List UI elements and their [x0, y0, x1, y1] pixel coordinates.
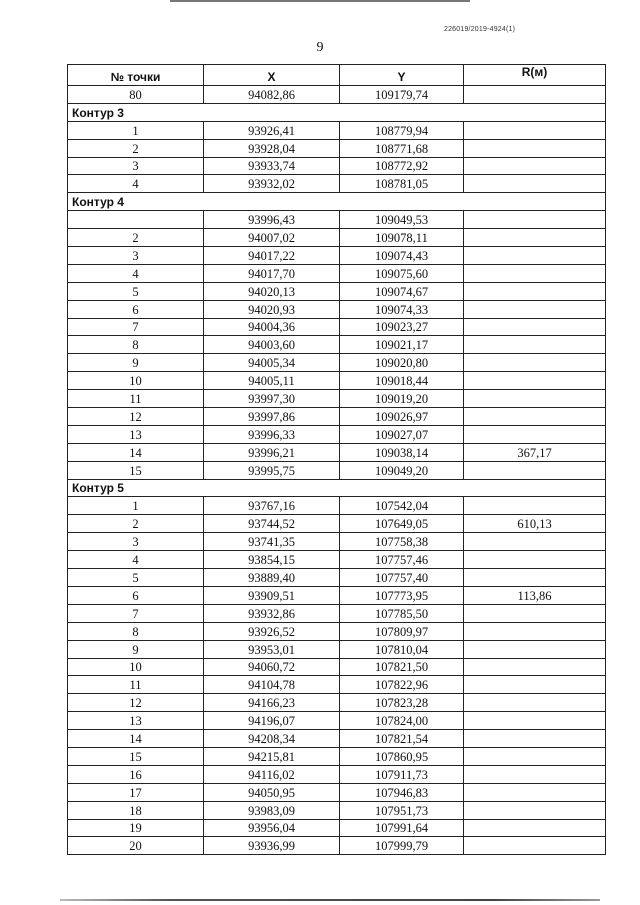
point-number-cell: 18: [68, 801, 204, 819]
radius-cell: [464, 640, 606, 658]
x-coordinate-cell: 94020,13: [204, 282, 340, 300]
y-coordinate-cell: 109179,74: [340, 86, 464, 104]
table-row: [68, 229, 606, 247]
radius-cell: [464, 533, 606, 551]
table-row: [68, 640, 606, 658]
y-coordinate-cell: 107946,83: [340, 783, 464, 801]
x-coordinate-cell: 93926,52: [204, 622, 340, 640]
point-number-cell: 4: [68, 264, 204, 282]
x-coordinate-cell: 93995,75: [204, 461, 340, 479]
radius-cell: [464, 747, 606, 765]
radius-cell: [464, 765, 606, 783]
point-number-cell: 10: [68, 372, 204, 390]
point-number-cell: 2: [68, 139, 204, 157]
table-row: [68, 533, 606, 551]
radius-cell: 367,17: [464, 443, 606, 461]
radius-cell: [464, 622, 606, 640]
bottom-scan-rule: [60, 899, 600, 901]
radius-cell: [464, 300, 606, 318]
y-coordinate-cell: 109020,80: [340, 354, 464, 372]
point-number-cell: 20: [68, 837, 204, 855]
y-coordinate-cell: 107999,79: [340, 837, 464, 855]
y-coordinate-cell: 107542,04: [340, 497, 464, 515]
y-coordinate-cell: 107773,95: [340, 586, 464, 604]
point-number-cell: 1: [68, 121, 204, 139]
table-row: [68, 569, 606, 587]
table-row: [68, 712, 606, 730]
point-number-cell: 2: [68, 229, 204, 247]
point-number-cell: 19: [68, 819, 204, 837]
point-number-cell: 13: [68, 712, 204, 730]
radius-cell: 610,13: [464, 515, 606, 533]
x-coordinate-cell: 93983,09: [204, 801, 340, 819]
point-number-cell: 11: [68, 390, 204, 408]
header-radius: R(м): [464, 65, 606, 86]
x-coordinate-cell: 94082,86: [204, 86, 340, 104]
table-row: [68, 658, 606, 676]
point-number-cell: 7: [68, 604, 204, 622]
x-coordinate-cell: 93936,99: [204, 837, 340, 855]
y-coordinate-cell: 109021,17: [340, 336, 464, 354]
x-coordinate-cell: 94005,34: [204, 354, 340, 372]
table-row: [68, 604, 606, 622]
x-coordinate-cell: 94005,11: [204, 372, 340, 390]
x-coordinate-cell: 93997,86: [204, 408, 340, 426]
y-coordinate-cell: 107810,04: [340, 640, 464, 658]
point-number-cell: 17: [68, 783, 204, 801]
radius-cell: [464, 425, 606, 443]
table-row: [68, 211, 606, 229]
point-number-cell: 1: [68, 497, 204, 515]
radius-cell: [464, 783, 606, 801]
contour-label: Контур 3: [68, 103, 606, 121]
radius-cell: [464, 247, 606, 265]
x-coordinate-cell: 94104,78: [204, 676, 340, 694]
table-row: [68, 247, 606, 265]
table-row: [68, 86, 606, 104]
x-coordinate-cell: 94017,22: [204, 247, 340, 265]
x-coordinate-cell: 94007,02: [204, 229, 340, 247]
x-coordinate-cell: 93767,16: [204, 497, 340, 515]
x-coordinate-cell: 93932,86: [204, 604, 340, 622]
point-number-cell: 13: [68, 425, 204, 443]
radius-cell: [464, 569, 606, 587]
table-row: [68, 586, 606, 604]
point-number-cell: 12: [68, 694, 204, 712]
radius-cell: [464, 819, 606, 837]
y-coordinate-cell: 108772,92: [340, 157, 464, 175]
radius-cell: [464, 730, 606, 748]
point-number-cell: 9: [68, 354, 204, 372]
y-coordinate-cell: 107822,96: [340, 676, 464, 694]
x-coordinate-cell: 93996,21: [204, 443, 340, 461]
top-scan-rule: [170, 0, 470, 2]
header-point-number: № точки: [68, 65, 204, 86]
y-coordinate-cell: 109074,67: [340, 282, 464, 300]
radius-cell: [464, 354, 606, 372]
x-coordinate-cell: 94060,72: [204, 658, 340, 676]
table-row: [68, 694, 606, 712]
point-number-cell: 6: [68, 586, 204, 604]
point-number-cell: 10: [68, 658, 204, 676]
y-coordinate-cell: 109027,07: [340, 425, 464, 443]
x-coordinate-cell: 93997,30: [204, 390, 340, 408]
radius-cell: [464, 551, 606, 569]
x-coordinate-cell: 93889,40: [204, 569, 340, 587]
radius-cell: [464, 211, 606, 229]
y-coordinate-cell: 107758,38: [340, 533, 464, 551]
y-coordinate-cell: 107821,54: [340, 730, 464, 748]
radius-cell: [464, 408, 606, 426]
radius-cell: [464, 372, 606, 390]
table-row: [68, 622, 606, 640]
table-row: [68, 390, 606, 408]
table-row: [68, 336, 606, 354]
y-coordinate-cell: 107911,73: [340, 765, 464, 783]
table-body: [68, 86, 606, 855]
table-row: [68, 372, 606, 390]
x-coordinate-cell: 93956,04: [204, 819, 340, 837]
y-coordinate-cell: 108779,94: [340, 121, 464, 139]
contour-label: Контур 4: [68, 193, 606, 211]
table-row: [68, 300, 606, 318]
radius-cell: [464, 139, 606, 157]
document-id: 226019/2019-4924(1): [444, 26, 516, 33]
table-row: [68, 801, 606, 819]
y-coordinate-cell: 107951,73: [340, 801, 464, 819]
x-coordinate-cell: 94003,60: [204, 336, 340, 354]
y-coordinate-cell: 107823,28: [340, 694, 464, 712]
table-row: [68, 264, 606, 282]
radius-cell: [464, 497, 606, 515]
x-coordinate-cell: 93996,43: [204, 211, 340, 229]
point-number-cell: 8: [68, 622, 204, 640]
x-coordinate-cell: 94166,23: [204, 694, 340, 712]
x-coordinate-cell: 93854,15: [204, 551, 340, 569]
x-coordinate-cell: 94116,02: [204, 765, 340, 783]
y-coordinate-cell: 109019,20: [340, 390, 464, 408]
table-row: [68, 408, 606, 426]
x-coordinate-cell: 94050,95: [204, 783, 340, 801]
y-coordinate-cell: 107821,50: [340, 658, 464, 676]
table-row: [68, 765, 606, 783]
x-coordinate-cell: 93744,52: [204, 515, 340, 533]
y-coordinate-cell: 109074,43: [340, 247, 464, 265]
y-coordinate-cell: 109049,20: [340, 461, 464, 479]
y-coordinate-cell: 109074,33: [340, 300, 464, 318]
y-coordinate-cell: 107860,95: [340, 747, 464, 765]
table-row: [68, 425, 606, 443]
radius-cell: [464, 282, 606, 300]
table-row: [68, 783, 606, 801]
x-coordinate-cell: 94017,70: [204, 264, 340, 282]
y-coordinate-cell: 109078,11: [340, 229, 464, 247]
y-coordinate-cell: 107809,97: [340, 622, 464, 640]
table-row: [68, 819, 606, 837]
x-coordinate-cell: 93953,01: [204, 640, 340, 658]
table-row: [68, 461, 606, 479]
point-number-cell: 6: [68, 300, 204, 318]
y-coordinate-cell: 109075,60: [340, 264, 464, 282]
table-row: [68, 676, 606, 694]
radius-cell: 113,86: [464, 586, 606, 604]
y-coordinate-cell: 109038,14: [340, 443, 464, 461]
radius-cell: [464, 837, 606, 855]
contour-header-row: [68, 193, 606, 211]
x-coordinate-cell: 93909,51: [204, 586, 340, 604]
radius-cell: [464, 318, 606, 336]
x-coordinate-cell: 94215,81: [204, 747, 340, 765]
point-number-cell: 4: [68, 551, 204, 569]
coordinates-table: [67, 64, 606, 855]
point-number-cell: 14: [68, 443, 204, 461]
y-coordinate-cell: 109018,44: [340, 372, 464, 390]
radius-cell: [464, 712, 606, 730]
x-coordinate-cell: 93926,41: [204, 121, 340, 139]
point-number-cell: [68, 211, 204, 229]
point-number-cell: 5: [68, 282, 204, 300]
header-y: Y: [340, 65, 464, 86]
table-row: [68, 139, 606, 157]
x-coordinate-cell: 93996,33: [204, 425, 340, 443]
page-number: 9: [316, 40, 324, 55]
radius-cell: [464, 801, 606, 819]
point-number-cell: 4: [68, 175, 204, 193]
radius-cell: [464, 604, 606, 622]
x-coordinate-cell: 94208,34: [204, 730, 340, 748]
y-coordinate-cell: 108771,68: [340, 139, 464, 157]
y-coordinate-cell: 107785,50: [340, 604, 464, 622]
point-number-cell: 2: [68, 515, 204, 533]
table-row: [68, 282, 606, 300]
radius-cell: [464, 264, 606, 282]
radius-cell: [464, 694, 606, 712]
x-coordinate-cell: 93928,04: [204, 139, 340, 157]
x-coordinate-cell: 93741,35: [204, 533, 340, 551]
table-row: [68, 354, 606, 372]
table-row: [68, 551, 606, 569]
table-row: [68, 157, 606, 175]
radius-cell: [464, 86, 606, 104]
point-number-cell: 12: [68, 408, 204, 426]
table-row: [68, 747, 606, 765]
radius-cell: [464, 121, 606, 139]
x-coordinate-cell: 94020,93: [204, 300, 340, 318]
point-number-cell: 8: [68, 336, 204, 354]
point-number-cell: 16: [68, 765, 204, 783]
table-row: [68, 837, 606, 855]
point-number-cell: 80: [68, 86, 204, 104]
point-number-cell: 14: [68, 730, 204, 748]
y-coordinate-cell: 108781,05: [340, 175, 464, 193]
header-x: X: [204, 65, 340, 86]
y-coordinate-cell: 107757,46: [340, 551, 464, 569]
radius-cell: [464, 336, 606, 354]
contour-label: Контур 5: [68, 479, 606, 497]
point-number-cell: 7: [68, 318, 204, 336]
table-row: [68, 497, 606, 515]
radius-cell: [464, 390, 606, 408]
contour-header-row: [68, 103, 606, 121]
point-number-cell: 11: [68, 676, 204, 694]
radius-cell: [464, 676, 606, 694]
table-row: [68, 443, 606, 461]
point-number-cell: 3: [68, 157, 204, 175]
table-row: [68, 730, 606, 748]
point-number-cell: 15: [68, 461, 204, 479]
table-row: [68, 175, 606, 193]
contour-header-row: [68, 479, 606, 497]
table-row: [68, 318, 606, 336]
point-number-cell: 5: [68, 569, 204, 587]
y-coordinate-cell: 107991,64: [340, 819, 464, 837]
radius-cell: [464, 157, 606, 175]
y-coordinate-cell: 109049,53: [340, 211, 464, 229]
point-number-cell: 3: [68, 533, 204, 551]
radius-cell: [464, 461, 606, 479]
point-number-cell: 15: [68, 747, 204, 765]
point-number-cell: 3: [68, 247, 204, 265]
table-row: [68, 121, 606, 139]
point-number-cell: 9: [68, 640, 204, 658]
radius-cell: [464, 658, 606, 676]
x-coordinate-cell: 94196,07: [204, 712, 340, 730]
y-coordinate-cell: 107757,40: [340, 569, 464, 587]
x-coordinate-cell: 93932,02: [204, 175, 340, 193]
table-header-row: [68, 65, 606, 86]
table-row: [68, 515, 606, 533]
y-coordinate-cell: 109026,97: [340, 408, 464, 426]
x-coordinate-cell: 93933,74: [204, 157, 340, 175]
y-coordinate-cell: 109023,27: [340, 318, 464, 336]
y-coordinate-cell: 107824,00: [340, 712, 464, 730]
y-coordinate-cell: 107649,05: [340, 515, 464, 533]
x-coordinate-cell: 94004,36: [204, 318, 340, 336]
radius-cell: [464, 229, 606, 247]
radius-cell: [464, 175, 606, 193]
